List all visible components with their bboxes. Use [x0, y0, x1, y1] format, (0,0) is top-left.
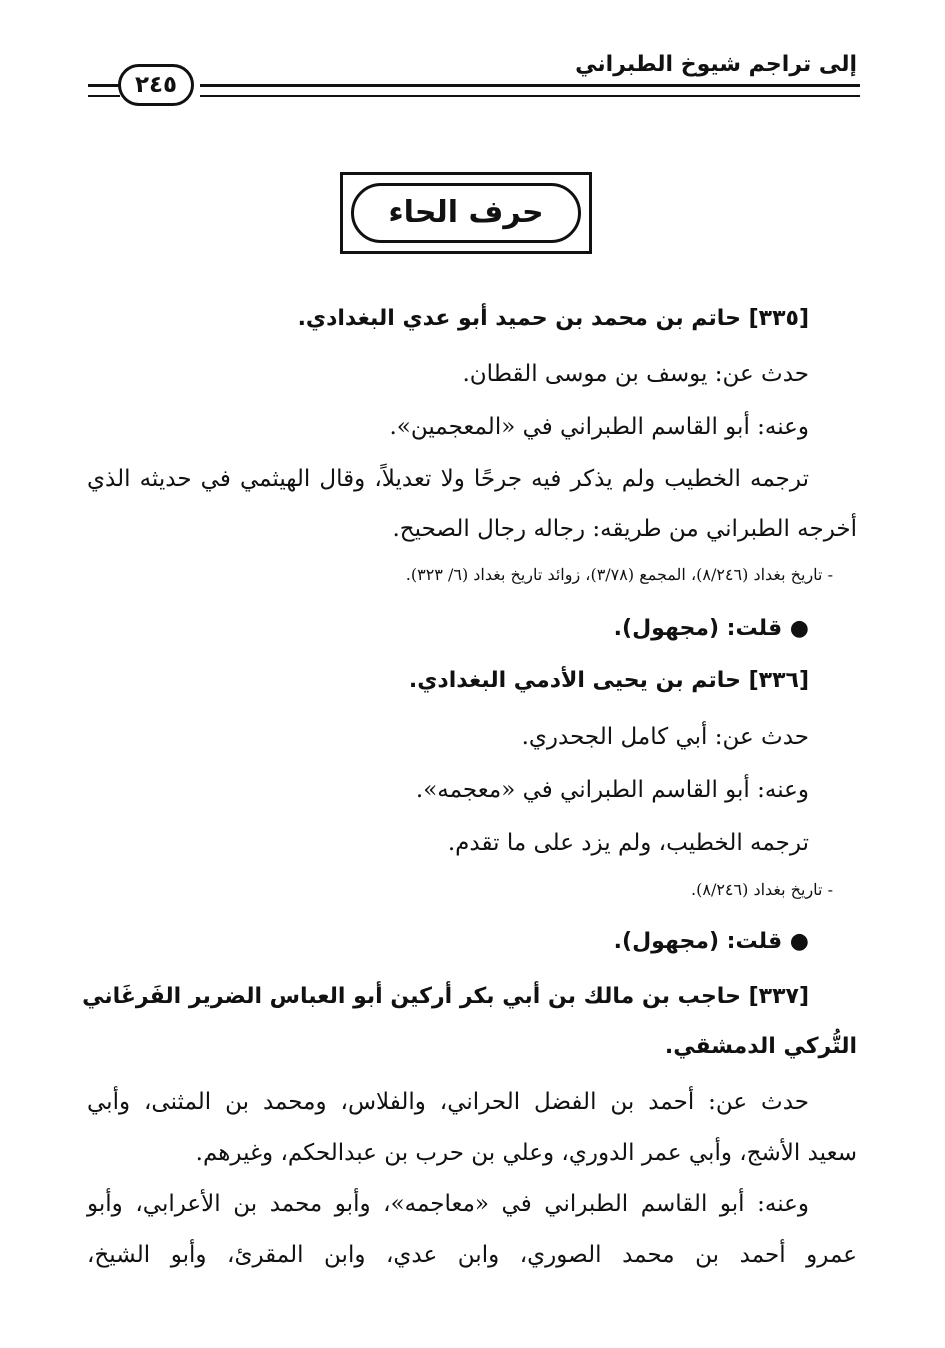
header-rule-top	[200, 84, 860, 87]
entry-line: ترجمه الخطيب ولم يذكر فيه جرحًا ولا تعديلاً، وقال الهيثمي في حديثه الذي	[87, 466, 809, 492]
verdict-line: ● قلت: (مجهول).	[613, 929, 809, 954]
chapter-title-frame	[340, 172, 592, 254]
entry-heading: [٣٣٥] حاتم بن محمد بن حميد أبو عدي البغدادي.	[297, 306, 809, 331]
entry-line: وعنه: أبو القاسم الطبراني في «المعجمين».	[389, 414, 809, 440]
entry-line: سعيد الأشج، وأبي عمر الدوري، وعلي بن حرب بن عبدالحكم، وغيرهم.	[195, 1140, 857, 1166]
header-rule-left	[88, 84, 120, 87]
running-title: إلى تراجم شيوخ الطبراني	[575, 52, 857, 77]
entry-line: عمرو أحمد بن محمد الصوري، وابن عدي، وابن المقرئ، وأبو الشيخ،	[87, 1242, 857, 1268]
page-number: ٢٤٥	[118, 64, 194, 106]
verdict-line: ● قلت: (مجهول).	[613, 616, 809, 641]
chapter-title: حرف الحاء	[351, 183, 581, 243]
entry-line: أخرجه الطبراني من طريقه: رجاله رجال الصحيح.	[392, 516, 857, 542]
entry-heading: [٣٣٧] حاجب بن مالك بن أبي بكر أركين أبو العباس الضرير الفَرغَاني	[82, 984, 809, 1009]
entry-heading: [٣٣٦] حاتم بن يحيى الأدمي البغدادي.	[408, 668, 809, 693]
entry-line: حدث عن: يوسف بن موسى القطان.	[462, 361, 809, 387]
entry-line: حدث عن: أحمد بن الفضل الحراني، والفلاس، ومحمد بن المثنى، وأبي	[87, 1089, 809, 1115]
entry-line: وعنه: أبو القاسم الطبراني في «معجمه».	[415, 777, 809, 803]
sources-line: - تاريخ بغداد (٨/٢٤٦).	[691, 880, 833, 899]
header-rule-left-thin	[88, 95, 120, 97]
header-rule-bottom	[200, 95, 860, 97]
sources-line: - تاريخ بغداد (٨/٢٤٦)، المجمع (٣/٧٨)، زوائد تاريخ بغداد (٦/ ٣٢٣).	[405, 565, 833, 584]
entry-line: حدث عن: أبي كامل الجحدري.	[521, 724, 809, 750]
entry-line: وعنه: أبو القاسم الطبراني في «معاجمه»، وأبو محمد بن الأعرابي، وأبو	[87, 1191, 809, 1217]
entry-line: ترجمه الخطيب، ولم يزد على ما تقدم.	[447, 830, 809, 856]
entry-heading-continued: التُّركي الدمشقي.	[664, 1034, 857, 1059]
